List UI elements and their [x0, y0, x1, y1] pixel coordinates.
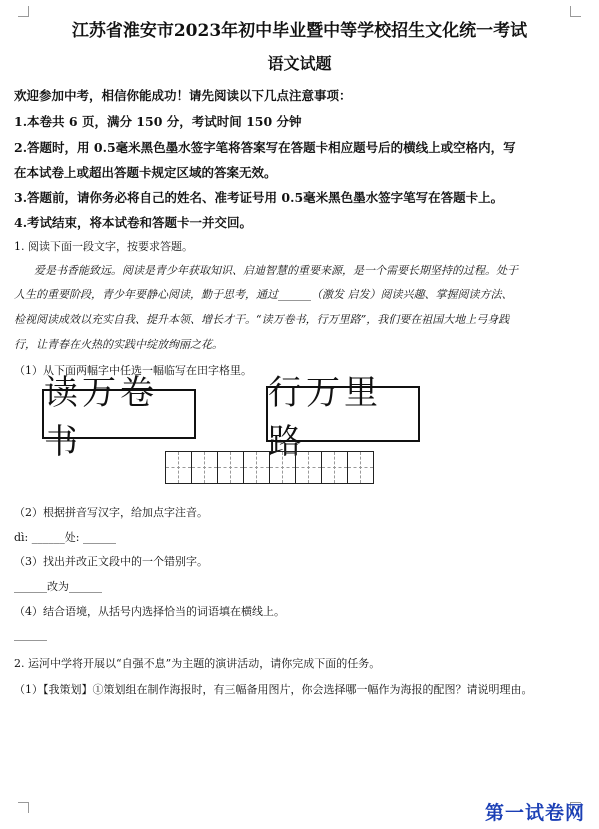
calligraphy-sample: 行万里路 — [266, 386, 420, 442]
notice-item: 2.答题时，用 0.5毫米黑色墨水签字笔将答案写在答题卡相应题号后的横线上或空格内，写 — [14, 140, 516, 155]
grid-cell[interactable] — [347, 452, 373, 483]
site-watermark: 第一试卷网 — [484, 802, 585, 824]
answer-blank[interactable]: ______改为______ — [14, 580, 102, 593]
subquestion-1: （1）【我策划】①策划组在制作海报时，有三幅备用图片，你会选择哪一幅作为海报的配图？请说明理由。 — [14, 683, 533, 696]
question-2-prompt: 2. 运河中学将开展以“自强不息”为主题的演讲活动，请你完成下面的任务。 — [14, 657, 381, 670]
notice-item: 3.答题前，请你务必将自己的姓名、准考证号用 0.5毫米黑色墨水签字笔写在答题卡上。 — [14, 190, 504, 205]
passage-line: 爱是书香能致远。阅读是青少年获取知识、启迪智慧的重要来源，是一个需要长期坚持的过程。处于 — [34, 264, 518, 277]
notice-item: 4.考试结束，将本试卷和答题卡一并交回。 — [14, 215, 253, 230]
subquestion-2: （2）根据拼音写汉字，给加点字注音。 — [14, 506, 208, 519]
subquestion-1: （1）从下面两幅字中任选一幅临写在田字格里。 — [14, 364, 252, 377]
grid-cell[interactable] — [295, 452, 321, 483]
passage-line: 人生的重要阶段，青少年要静心阅读，勤于思考，通过______（激发 启发）阅读兴趣、掌握阅读方法、 — [14, 288, 513, 301]
corner-mark — [18, 802, 29, 813]
grid-cell[interactable] — [166, 452, 191, 483]
tianzige-grid[interactable] — [165, 451, 374, 484]
answer-blank[interactable]: dì: ______处: ______ — [14, 531, 116, 544]
notice-item: 1.本卷共 6 页，满分 150 分，考试时间 150 分钟 — [14, 114, 302, 129]
notice-item: 在本试卷上或超出答题卡规定区域的答案无效。 — [14, 165, 277, 180]
exam-title: 江苏省淮安市2023年初中毕业暨中等学校招生文化统一考试 — [71, 21, 528, 41]
grid-cell[interactable] — [321, 452, 347, 483]
grid-cell[interactable] — [269, 452, 295, 483]
passage-line: 检视阅读成效以充实自我、提升本领、增长才干。“读万卷书，行万里路”，我们要在祖国大地上弓身践 — [14, 313, 510, 326]
grid-cell[interactable] — [191, 452, 217, 483]
calligraphy-sample: 读万卷书 — [42, 389, 196, 439]
question-1-prompt: 1. 阅读下面一段文字，按要求答题。 — [14, 240, 193, 253]
exam-subject: 语文试题 — [267, 54, 332, 73]
answer-blank[interactable]: ______ — [14, 628, 47, 641]
grid-cell[interactable] — [243, 452, 269, 483]
subquestion-4: （4）结合语境，从括号内选择恰当的词语填在横线上。 — [14, 605, 285, 618]
passage-line: 行，让青春在火热的实践中绽放绚丽之花。 — [14, 338, 223, 351]
grid-cell[interactable] — [217, 452, 243, 483]
subquestion-3: （3）找出并改正文段中的一个错别字。 — [14, 555, 208, 568]
notice-intro: 欢迎参加中考，相信你能成功！请先阅读以下几点注意事项： — [14, 88, 352, 103]
